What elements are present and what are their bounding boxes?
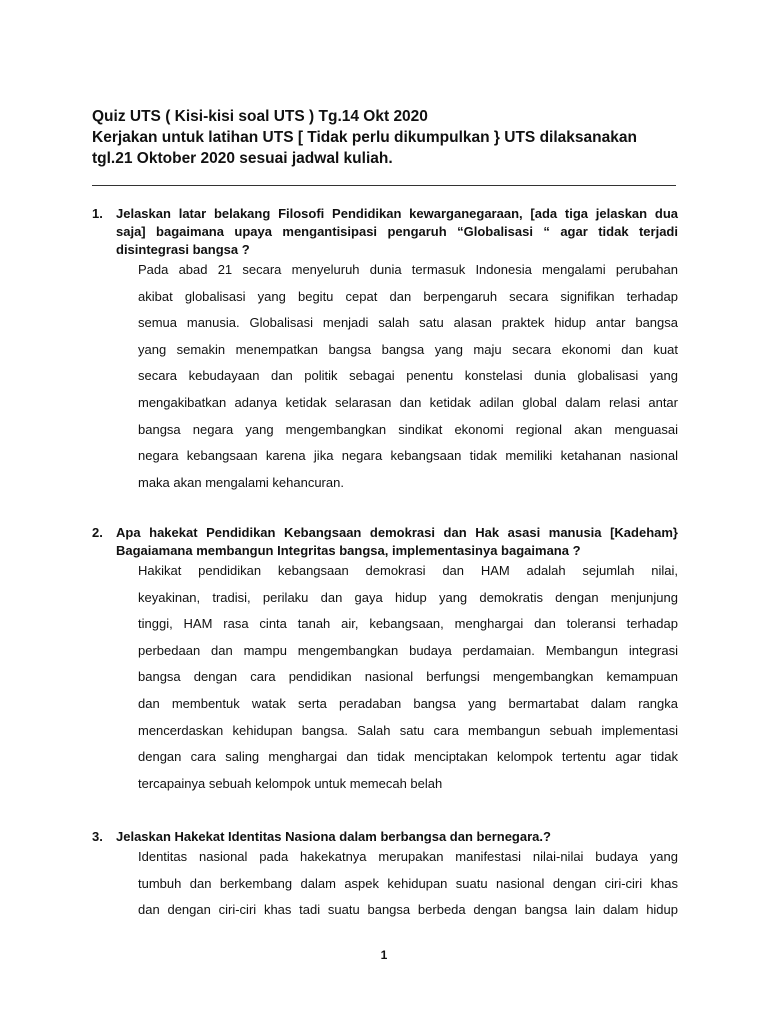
answer-line: semua manusia. Globalisasi menjadi salah satu alasan praktek hidup antar bangsa [138, 315, 678, 331]
header-instruction: Kerjakan untuk latihan UTS [ Tidak perlu dikumpulkan } UTS dilaksanakan [92, 129, 637, 146]
question-line: Apa hakekat Pendidikan Kebangsaan demokrasi dan Hak asasi manusia [Kadeham} [116, 525, 678, 540]
question-number: 1. [92, 206, 103, 221]
answer-line: secara kebudayaan dan politik sebagai penentu konstelasi dunia globalisasi yang [138, 368, 678, 384]
answer-line: akibat globalisasi yang begitu cepat dan berpengaruh secara signifikan terhadap [138, 288, 678, 304]
answer-line: maka akan mengalami kehancuran. [138, 474, 344, 490]
question-line: Jelaskan Hakekat Identitas Nasiona dalam berbangsa dan bernegara.? [116, 829, 551, 844]
question-text [116, 524, 678, 560]
header-divider [92, 185, 676, 186]
question-line: disintegrasi bangsa ? [116, 242, 250, 257]
question-text [116, 205, 678, 259]
answer-line: mencerdaskan kehidupan bangsa. Salah satu cara membangun sebuah implementasi [138, 722, 678, 738]
answer-line: tinggi, HAM rasa cinta tanah air, kebangsaan, menghargai dan toleransi terhadap [138, 616, 678, 632]
answer-line: negara kebangsaan karena jika negara kebangsaan tidak memiliki ketahanan nasional [138, 448, 678, 464]
answer-line: keyakinan, tradisi, perilaku dan gaya hidup yang demokratis dengan menjunjung [138, 589, 678, 605]
question-line: saja] bagaimana upaya mengantisipasi pengaruh “Globalisasi “ agar tidak terjadi [116, 224, 678, 239]
answer-line: bangsa dengan cara pendidikan nasional berfungsi mengembangkan kemampuan [138, 669, 678, 685]
answer-line: dan membentuk watak serta peradaban bangsa yang bermartabat dalam rangka [138, 695, 678, 711]
question-number: 2. [92, 525, 103, 540]
question-1 [92, 205, 678, 496]
answer-line: perbedaan dan mampu mengembangkan budaya perdamaian. Membangun integrasi [138, 642, 678, 658]
answer-text [138, 257, 678, 496]
question-2 [92, 524, 678, 797]
answer-line: mengakibatkan adanya ketidak selarasan dan ketidak adilan global dalam relasi antar [138, 394, 678, 410]
answer-line: dan dengan ciri-ciri khas tadi suatu bangsa berbeda dengan bangsa lain dalam hidup [138, 902, 678, 918]
question-line: Jelaskan latar belakang Filosofi Pendidikan kewarganegaraan, [ada tiga jelaskan dua [116, 206, 678, 221]
answer-line: bangsa negara yang mengembangkan sindikat ekonomi regional akan menguasai [138, 421, 678, 437]
answer-line: tumbuh dan berkembang dalam aspek kehidupan suatu nasional dengan ciri-ciri khas [138, 875, 678, 891]
answer-line: Identitas nasional pada hakekatnya merupakan manifestasi nilai-nilai budaya yang [138, 849, 678, 864]
question-number: 3. [92, 829, 103, 844]
answer-line: dengan cara saling menghargai dan tidak menciptakan kelompok tertentu agar tidak [138, 749, 678, 765]
question-line: Bagaiamana membangun Integritas bangsa, implementasinya bagaimana ? [116, 543, 581, 558]
question-3 [92, 828, 678, 924]
header-date: tgl.21 Oktober 2020 sesuai jadwal kuliah. [92, 150, 393, 167]
answer-line: Pada abad 21 secara menyeluruh dunia termasuk Indonesia mengalami perubahan [138, 262, 678, 277]
document-header [92, 106, 682, 169]
header-title: Quiz UTS ( Kisi-kisi soal UTS ) Tg.14 Okt 2020 [92, 108, 428, 125]
page-number: 1 [380, 948, 388, 962]
answer-text [138, 844, 678, 924]
answer-line: tercapainya sebuah kelompok untuk memecah belah [138, 775, 443, 791]
answer-line: Hakikat pendidikan kebangsaan demokrasi dan HAM adalah sejumlah nilai, [138, 563, 678, 578]
answer-text [138, 558, 678, 797]
answer-line: yang semakin menempatkan bangsa bangsa yang maju secara ekonomi dan kuat [138, 341, 678, 357]
